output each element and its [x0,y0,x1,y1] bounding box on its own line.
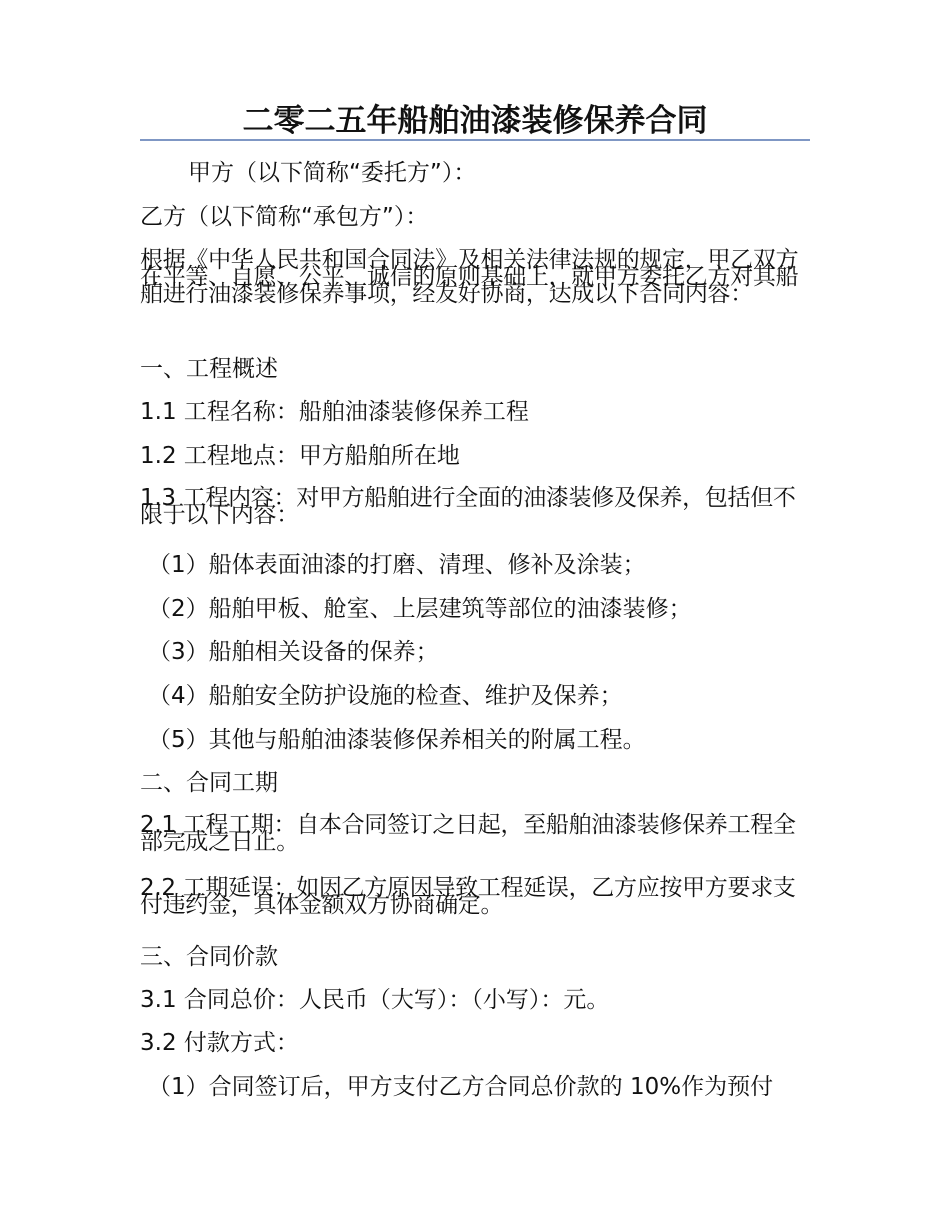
sub-item-1: （1）船体表面油漆的打磨、清理、修补及涂装； [148,552,646,578]
section-3-heading: 三、合同价款 [140,944,278,970]
item-1-1: 1.1 工程名称：船舶油漆装修保养工程 [140,399,529,425]
item-2-2: 2.2 工期延误：如因乙方原因导致工程延误，乙方应按甲方要求支付违约金，具体金额双方协商确定。 [140,875,796,918]
item-2-1: 2.1 工程工期：自本合同签订之日起，至船舶油漆装修保养工程全部完成之日止。 [140,812,796,855]
title-underline [140,139,810,141]
sub-item-2: （2）船舶甲板、舱室、上层建筑等部位的油漆装修； [148,596,692,622]
item-3-2: 3.2 付款方式： [140,1030,299,1056]
party-b-line: 乙方（以下简称“承包方”）： [140,204,429,230]
section-1-heading: 一、工程概述 [140,356,278,382]
item-1-3: 1.3 工程内容：对甲方船舶进行全面的油漆装修及保养，包括但不限于以下内容： [140,485,796,528]
sub-item-3: （3）船舶相关设备的保养； [148,639,439,665]
item-1-2: 1.2 工程地点：甲方船舶所在地 [140,443,460,469]
sub-item-4: （4）船舶安全防护设施的检查、维护及保养； [148,683,623,709]
sub-item-3-2-1: （1）合同签订后，甲方支付乙方合同总价款的 10%作为预付 [148,1074,774,1100]
section-2-heading: 二、合同工期 [140,770,278,796]
preamble-paragraph: 根据《中华人民共和国合同法》及相关法律法规的规定，甲乙双方在平等、自愿、公平、诚信的原则基础上，就甲方委托乙方对其船舶进行油漆装修保养事项，经友好协商，达成以下合同内容： [140,247,799,307]
item-3-1: 3.1 合同总价：人民币（大写）：（小写）：元。 [140,987,610,1013]
document-title: 二零二五年船舶油漆装修保养合同 [242,103,708,139]
sub-item-5: （5）其他与船舶油漆装修保养相关的附属工程。 [148,727,646,753]
party-a-line: 甲方（以下简称“委托方”）： [188,160,477,186]
